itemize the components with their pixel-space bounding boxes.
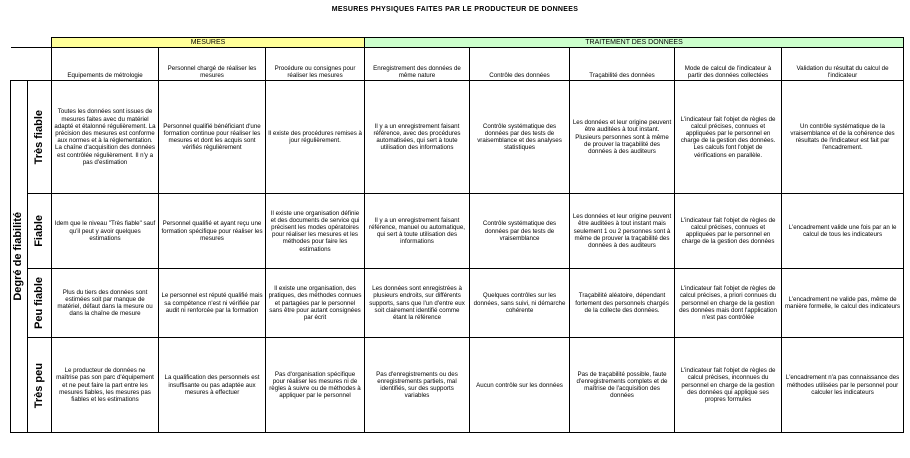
table-row bbox=[11, 81, 904, 194]
level-cell bbox=[28, 338, 52, 433]
reliability-matrix bbox=[10, 37, 904, 433]
table-cell: Les données et leur origine peuvent être auditées à tout instant. Plusieurs personnes sont à même de prouver la traçabilité des données à des auditeurs bbox=[570, 81, 675, 194]
table-cell: Le personnel est réputé qualifié mais sa compétence n'est ni vérifiée par audit ni renforcée par la formation bbox=[159, 269, 266, 338]
column-header: Equipements de métrologie bbox=[52, 48, 159, 81]
level-cell bbox=[28, 269, 52, 338]
table-cell: Le producteur de données ne maîtrise pas son parc d'équipement et ne peut faire la part entre les mesures fiables, les mesures pas fiables et les estimations bbox=[52, 338, 159, 433]
table-cell: Contrôle systématique des données par des tests de vraisemblance bbox=[470, 194, 570, 269]
level-label: Fiable bbox=[32, 215, 45, 248]
column-header: Validation du résultat du calcul de l'indicateur bbox=[782, 48, 904, 81]
table-cell: Idem que le niveau "Très fiable" sauf qu'il peut y avoir quelques estimations bbox=[52, 194, 159, 269]
level-label: Peu fiable bbox=[32, 277, 45, 330]
level-label: Très fiable bbox=[32, 109, 45, 165]
level-label: Très peu bbox=[32, 362, 45, 408]
column-header: Procédure ou consignes pour réaliser les mesures bbox=[266, 48, 365, 81]
table-cell: Pas d'organisation spécifique pour réaliser les mesures ni de règles à suivre ou de méthodes à appliquer par le personnel bbox=[266, 338, 365, 433]
table-cell: Personnel qualifié et ayant reçu une formation spécifique pour réaliser les mesures bbox=[159, 194, 266, 269]
table-cell: L'indicateur fait l'objet de règles de calcul précises, a priori connues du personnel en charge de la gestion des données mais dont l'application n'est pas contrôlée bbox=[675, 269, 782, 338]
table-cell: Plus du tiers des données sont estimées soit par manque de matériel, défaut dans la mesure ou dans la chaîne de mesure bbox=[52, 269, 159, 338]
level-cell bbox=[28, 81, 52, 194]
table-cell: L'indicateur fait l'objet de règles de calcul précises, inconnues du personnel en charge de la gestion des données qui applique ses propres formules bbox=[675, 338, 782, 433]
table-cell: Il y a un enregistrement faisant référence, manuel ou automatique, qui sert à toute utilisation des informations bbox=[365, 194, 470, 269]
group-traitement: TRAITEMENT DES DONNEES bbox=[365, 38, 904, 48]
column-header: Traçabilité des données bbox=[570, 48, 675, 81]
row-axis-label-cell bbox=[11, 81, 28, 433]
row-axis-label: Degré de fiabilité bbox=[12, 212, 25, 302]
page-title: MESURES PHYSIQUES FAITES PAR LE PRODUCTEUR DE DONNEES bbox=[331, 6, 579, 13]
table-cell: L'encadrement ne valide pas, même de manière formelle, le calcul des indicateurs bbox=[782, 269, 904, 338]
corner-cell bbox=[11, 38, 52, 48]
table-cell: Il existe des procédures remises à jour régulièrement. bbox=[266, 81, 365, 194]
column-header: Enregistrement des données de même nature bbox=[365, 48, 470, 81]
table-row bbox=[11, 194, 904, 269]
table-cell: Traçabilité aléatoire, dépendant fortement des personnels chargés de la collecte des données. bbox=[570, 269, 675, 338]
level-cell bbox=[28, 194, 52, 269]
table-cell: Il existe une organisation, des pratiques, des méthodes connues et partagées par le personnel sans être pour autant consignées par écrit bbox=[266, 269, 365, 338]
table-cell: Il y a un enregistrement faisant référence, avec des procédures automatisées, qui sert à toute utilisation des informations bbox=[365, 81, 470, 194]
table-cell: Pas de traçabilité possible, faute d'enregistrements complets et de maîtrise de l'acquisition des données bbox=[570, 338, 675, 433]
column-header-row bbox=[11, 48, 904, 81]
table-cell: Toutes les données sont issues de mesures faites avec du matériel adapté et étalonné régulièrement. La précision des mesures est conforme aux normes et à la réglementation. La chaîne d'acquisition des données est contrôlée régulièrement. Il n'y a pas d'estimation bbox=[52, 81, 159, 194]
column-header: Personnel chargé de réaliser les mesures bbox=[159, 48, 266, 81]
column-header: Mode de calcul de l'indicateur à partir des données collectées bbox=[675, 48, 782, 81]
table-cell: L'indicateur fait l'objet de règles de calcul précises, connues et appliquées par le personnel en charge de la gestion des données. Les calculs font l'objet de vérifications en parallèle. bbox=[675, 81, 782, 194]
table-cell: Les données sont enregistrées à plusieurs endroits, sur différents supports, sans que l'un d'entre eux soit clairement identifié comme étant la référence bbox=[365, 269, 470, 338]
table-cell: Aucun contrôle sur les données bbox=[470, 338, 570, 433]
table-cell: L'encadrement valide une fois par an le calcul de tous les indicateurs bbox=[782, 194, 904, 269]
table-row bbox=[11, 269, 904, 338]
column-header: Contrôle des données bbox=[470, 48, 570, 81]
table-row bbox=[11, 338, 904, 433]
table-cell: Quelques contrôles sur les données, sans suivi, ni démarche cohérente bbox=[470, 269, 570, 338]
group-mesures: MESURES bbox=[52, 38, 365, 48]
group-header-row bbox=[11, 38, 904, 48]
corner-cell bbox=[11, 48, 52, 81]
table-cell: Un contrôle systématique de la vraisemblance et de la cohérence des résultats de l'indicateur est fait par l'encadrement. bbox=[782, 81, 904, 194]
table-cell: La qualification des personnels est insuffisante ou pas adaptée aux mesures à effectuer bbox=[159, 338, 266, 433]
table-cell: Contrôle systématique des données par des tests de vraisemblance et des analyses statistiques bbox=[470, 81, 570, 194]
table-cell: Pas d'enregistrements ou des enregistrements partiels, mal identifiés, sur des supports variables bbox=[365, 338, 470, 433]
table-cell: Personnel qualifié bénéficiant d'une formation continue pour réaliser les mesures et dont les acquis sont vérifiés régulièrement bbox=[159, 81, 266, 194]
table-cell: L'encadrement n'a pas connaissance des méthodes utilisées par le personnel pour calculer les indicateurs bbox=[782, 338, 904, 433]
table-cell: L'indicateur fait l'objet de règles de calcul précises, connues et appliquées par le personnel en charge de la gestion des données bbox=[675, 194, 782, 269]
table-cell: Il existe une organisation définie et des documents de service qui précisent les modes opératoires pour réaliser les mesures et les méthodes pour faire les estimations bbox=[266, 194, 365, 269]
table-cell: Les données et leur origine peuvent être auditées à tout instant mais seulement 1 ou 2 personnes sont à même de prouver la traçabilité des données à des auditeurs bbox=[570, 194, 675, 269]
